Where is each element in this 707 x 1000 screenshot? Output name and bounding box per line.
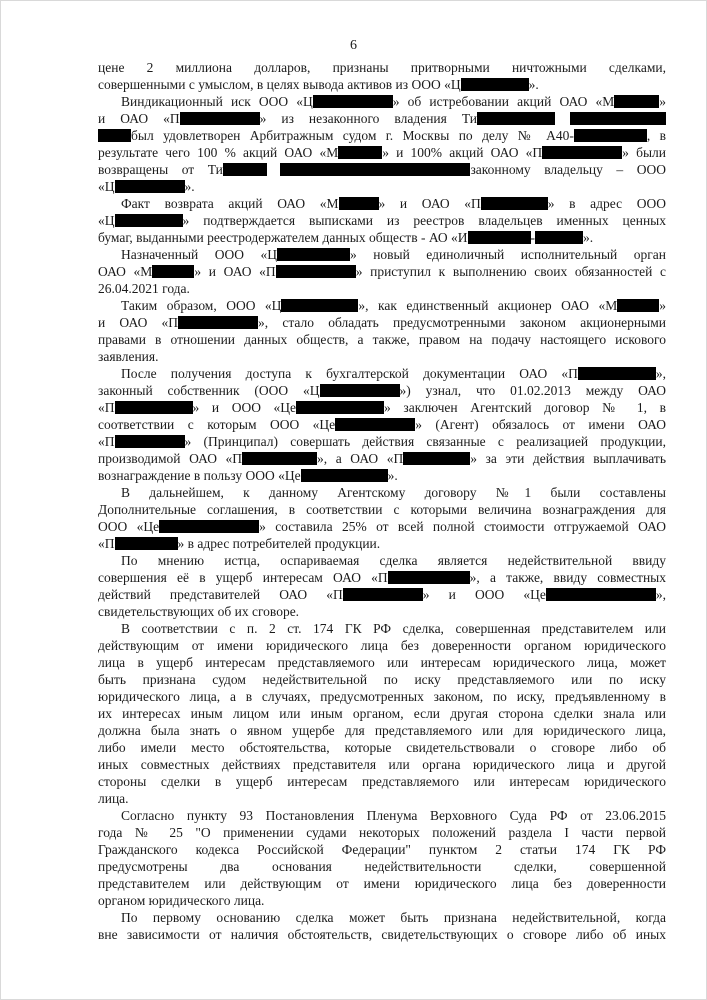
text-line <box>98 331 666 348</box>
redaction-bar <box>98 129 131 142</box>
text-run: ») узнал, что 01.02.2013 между ОАО <box>399 383 666 398</box>
text-line <box>98 280 666 297</box>
text-run: предусмотрены два основания недействительности сделки, совершенной <box>98 859 666 874</box>
text-line <box>98 841 666 858</box>
text-run: » из незаконного владения Ти <box>259 111 477 126</box>
text-line <box>98 297 666 314</box>
redaction-bar <box>320 384 400 397</box>
text-line <box>98 76 666 93</box>
text-run: иных совместных действиях представителя или органа юридического лица и другой <box>98 757 666 772</box>
text-run: » и ООО «Це <box>192 400 297 415</box>
text-line <box>98 722 666 739</box>
text-run: ». <box>583 230 594 245</box>
text-run: » <box>659 94 666 109</box>
text-run: ООО «Це <box>98 519 160 534</box>
text-run <box>555 111 570 126</box>
redaction-bar <box>313 95 393 108</box>
text-line <box>98 382 666 399</box>
redaction-bar <box>468 231 531 244</box>
text-line <box>98 144 666 161</box>
text-run: быть признана судом недействительной по иску представляемого или по иску <box>98 672 666 687</box>
text-run: «П <box>98 400 115 415</box>
text-run: и ОАО «П <box>98 111 180 126</box>
redaction-bar <box>115 180 185 193</box>
text-run: цене 2 миллиона долларов, признаны притворными ничтожными сделками, <box>98 60 666 75</box>
text-line <box>98 127 666 144</box>
text-line <box>98 535 666 552</box>
text-run: соответствии с которым ООО «Це <box>98 417 336 432</box>
text-run: и ОАО «П <box>98 315 179 330</box>
text-line <box>98 212 666 229</box>
text-run: 26.04.2021 года. <box>98 281 190 296</box>
text-run: По мнению истца, оспариваемая сделка является недействительной ввиду <box>121 553 666 568</box>
redaction-bar <box>574 129 647 142</box>
text-run: », как единственный акционер ОАО «М <box>358 298 618 313</box>
redaction-bar <box>115 435 185 448</box>
text-line <box>98 892 666 909</box>
redaction-bar <box>280 163 470 176</box>
text-line <box>98 654 666 671</box>
redaction-bar <box>477 112 555 125</box>
text-run: бумаг, выданными реестродержателем данных обществ - АО «И <box>98 230 468 245</box>
redaction-bar <box>578 367 656 380</box>
text-line <box>98 671 666 688</box>
text-line <box>98 348 666 365</box>
text-line <box>98 161 666 178</box>
text-line <box>98 93 666 110</box>
text-run: », а ОАО «П <box>317 451 404 466</box>
text-line <box>98 824 666 841</box>
text-run: их интересах иным лицом или иным органом, если другая сторона сделки знала или <box>98 706 666 721</box>
text-run: » в адрес ООО <box>547 196 666 211</box>
text-line <box>98 909 666 926</box>
redaction-bar <box>617 299 659 312</box>
text-line <box>98 586 666 603</box>
text-run: » и ООО «Це <box>422 587 546 602</box>
text-run: правами в отношении данных обществ, а также, правом на подачу настоящего искового <box>98 332 666 347</box>
text-line <box>98 246 666 263</box>
text-line <box>98 858 666 875</box>
redaction-bar <box>335 418 415 431</box>
text-line <box>98 603 666 620</box>
text-line <box>98 314 666 331</box>
text-run: ». <box>528 77 539 92</box>
page-number: 6 <box>350 38 357 53</box>
text-run: свидетельствующих об их сговоре. <box>98 604 300 619</box>
redaction-bar <box>152 265 194 278</box>
text-run: лица в ущерб интересам представляемого или интересам юридического лица, может <box>98 655 666 670</box>
text-line <box>98 637 666 654</box>
text-run: » были <box>622 145 666 160</box>
text-run: » подтверждается выписками из реестров владельцев именных ценных <box>182 213 666 228</box>
redaction-bar <box>276 265 356 278</box>
text-run: », а также, ввиду совместных <box>469 570 666 585</box>
text-run: В дальнейшем, к данному Агентскому договору №1 были составлены <box>121 485 666 500</box>
text-line <box>98 739 666 756</box>
text-run: Факт возврата акций ОАО «М <box>121 196 339 211</box>
text-run: », <box>655 366 666 381</box>
redaction-bar <box>115 214 183 227</box>
text-run: «Ц <box>98 213 115 228</box>
text-run: органом юридического лица. <box>98 893 265 908</box>
text-run: » (Агент) обязалось от имени ОАО <box>415 417 666 432</box>
text-run: - <box>530 230 536 245</box>
redaction-bar <box>115 537 178 550</box>
redaction-bar <box>223 163 267 176</box>
text-line <box>98 552 666 569</box>
redaction-bar <box>481 197 548 210</box>
text-run: ОАО «М <box>98 264 153 279</box>
document-text-body <box>98 59 666 943</box>
text-line <box>98 110 666 127</box>
text-run: стороны сделки в ущерб интересам представляемого или интересам юридического <box>98 774 666 789</box>
text-line <box>98 756 666 773</box>
text-line <box>98 484 666 501</box>
text-run: » об истребовании акций ОАО «М <box>392 94 615 109</box>
text-run <box>267 162 281 177</box>
text-line <box>98 450 666 467</box>
text-run: представителем или действующим от имени юридического лица без доверенности <box>98 876 666 891</box>
text-run: » и ОАО «П <box>194 264 276 279</box>
text-line <box>98 467 666 484</box>
text-run: » новый единоличный исполнительный орган <box>349 247 666 262</box>
text-run: вознаграждение в пользу ООО «Це <box>98 468 301 483</box>
text-run: юридического лица, а в случаях, предусмотренных законом, по иску, предъявленному в <box>98 689 666 704</box>
text-line <box>98 790 666 807</box>
text-run: » <box>659 298 666 313</box>
text-run: законному владельцу – ООО <box>470 162 666 177</box>
text-run: года № 25 "О применении судами некоторых положений раздела I части первой <box>98 825 666 840</box>
redaction-bar <box>180 112 260 125</box>
text-run: » и 100% акций ОАО «П <box>382 145 543 160</box>
redaction-bar <box>296 401 384 414</box>
text-run: возвращены от Ти <box>98 162 223 177</box>
text-run: результате чего 100 % акций ОАО «М <box>98 145 339 160</box>
text-run: должна была знать о явном ущербе для представляемого или для юридического лица, <box>98 723 666 738</box>
text-run: вне зависимости от наличия обстоятельств, свидетельствующих о сговоре либо об иных <box>98 927 666 942</box>
text-line <box>98 433 666 450</box>
redaction-bar <box>115 401 193 414</box>
text-run: ». <box>387 468 398 483</box>
text-run: ». <box>184 179 195 194</box>
text-run: законный собственник (ООО «Ц <box>98 383 320 398</box>
text-line <box>98 229 666 246</box>
redaction-bar <box>461 78 529 91</box>
text-line <box>98 926 666 943</box>
text-line <box>98 399 666 416</box>
text-run: действующим от имени юридического лица без доверенности органом юридического <box>98 638 666 653</box>
text-run: совершенными с умыслом, в целях вывода активов из ООО «Ц <box>98 77 461 92</box>
text-line <box>98 501 666 518</box>
text-run: Согласно пункту 93 Постановления Пленума Верховного Суда РФ от 23.06.2015 <box>121 808 666 823</box>
text-line <box>98 773 666 790</box>
text-run: «П <box>98 536 115 551</box>
text-run: » заключен Агентский договор № 1, в <box>384 400 666 415</box>
redaction-bar <box>277 248 350 261</box>
text-run: действий представителей ОАО «П <box>98 587 343 602</box>
redaction-bar <box>281 299 358 312</box>
text-line <box>98 705 666 722</box>
text-line <box>98 59 666 76</box>
text-line <box>98 195 666 212</box>
text-line <box>98 178 666 195</box>
text-run: , в <box>646 128 667 143</box>
text-run: Таким образом, ООО «Ц <box>121 298 282 313</box>
text-run: », стало обладать предусмотренными законом акционерными <box>258 315 666 330</box>
text-run: » и ОАО «П <box>378 196 481 211</box>
text-line <box>98 416 666 433</box>
redaction-bar <box>159 520 259 533</box>
text-run: заявления. <box>98 349 159 364</box>
text-run: был удовлетворен Арбитражным судом г. Москвы по делу № А40- <box>131 128 574 143</box>
text-line <box>98 688 666 705</box>
text-run: Назначенный ООО «Ц <box>121 247 277 262</box>
text-run: » приступил к выполнению своих обязанностей с <box>355 264 666 279</box>
text-run: » составила 25% от всей полной стоимости отгружаемой ОАО <box>259 519 666 534</box>
redaction-bar <box>403 452 470 465</box>
text-run: производимой ОАО «П <box>98 451 243 466</box>
text-run: » в адрес потребителей продукции. <box>177 536 381 551</box>
text-run: », <box>655 587 667 602</box>
text-run: » (Принципал) совершать действия связанные с реализацией продукции, <box>184 434 666 449</box>
redaction-bar <box>301 469 388 482</box>
text-run: Гражданского кодекса Российской Федерации" пунктом 2 статьи 174 ГК РФ <box>98 842 666 857</box>
text-line <box>98 807 666 824</box>
redaction-bar <box>242 452 317 465</box>
redaction-bar <box>339 197 379 210</box>
text-line <box>98 620 666 637</box>
redaction-bar <box>343 588 423 601</box>
text-run: совершения её в ущерб интересам ОАО «П <box>98 570 388 585</box>
text-line <box>98 518 666 535</box>
text-run: По первому основанию сделка может быть признана недействительной, когда <box>121 910 666 925</box>
text-line <box>98 875 666 892</box>
redaction-bar <box>178 316 258 329</box>
redaction-bar <box>542 146 622 159</box>
redaction-bar <box>388 571 470 584</box>
text-run: либо имели место обстоятельства, которые свидетельствовали о сговоре либо об <box>98 740 666 755</box>
text-run: » за эти действия выплачивать <box>470 451 666 466</box>
redaction-bar <box>535 231 583 244</box>
text-run: Дополнительные соглашения, в соответствии с которыми величина вознаграждения для <box>98 502 666 517</box>
redaction-bar <box>614 95 659 108</box>
text-run: лица. <box>98 791 129 806</box>
text-line <box>98 263 666 280</box>
text-run: После получения доступа к бухгалтерской документации ОАО «П <box>121 366 578 381</box>
redaction-bar <box>570 112 666 125</box>
text-run: В соответствии с п. 2 ст. 174 ГК РФ сделка, совершенная представителем или <box>121 621 666 636</box>
redaction-bar <box>546 588 656 601</box>
text-run: «Ц <box>98 179 115 194</box>
text-run: Виндикационный иск ООО «Ц <box>121 94 313 109</box>
text-run: «П <box>98 434 115 449</box>
text-line <box>98 569 666 586</box>
redaction-bar <box>338 146 382 159</box>
text-line <box>98 365 666 382</box>
